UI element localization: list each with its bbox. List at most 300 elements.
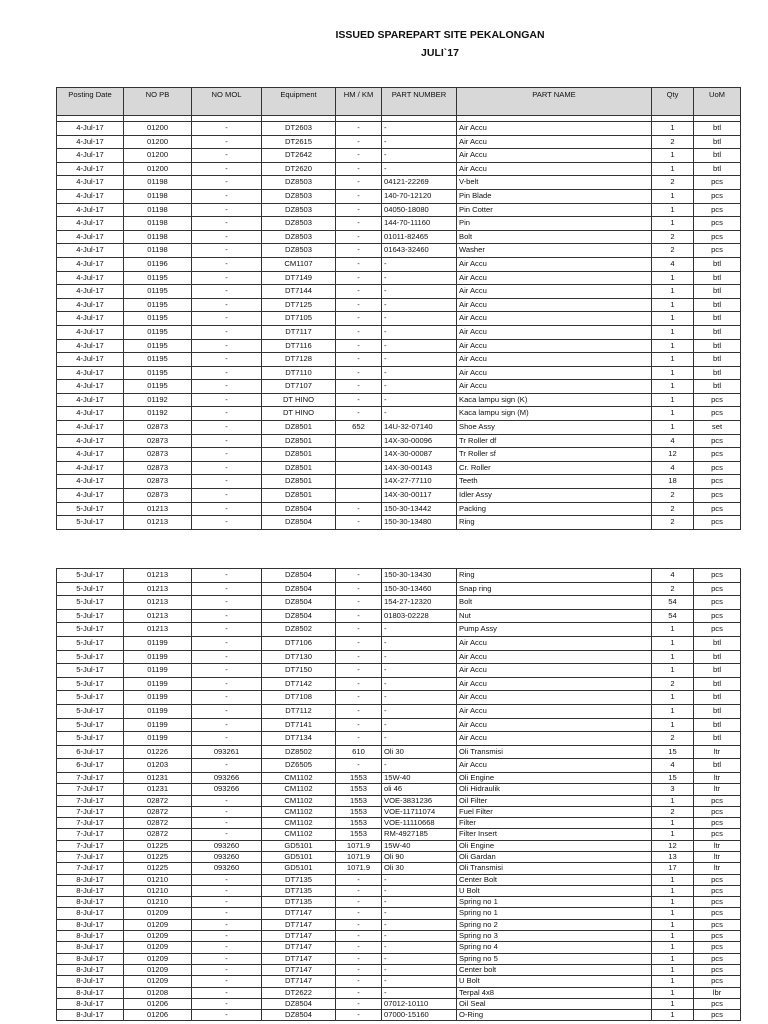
cell-no-pb: 01231 [124,772,192,783]
cell-no-mol: - [192,704,262,718]
cell-hm-km [336,489,382,503]
cell-equipment: DT7108 [262,691,336,705]
cell-posting-date: 7-Jul-17 [57,772,124,783]
table-row [57,691,741,705]
cell-no-mol: - [192,271,262,285]
cell-qty: 1 [652,718,694,732]
cell-equipment: DZ8504 [262,596,336,610]
cell-hm-km: - [336,677,382,691]
cell-no-mol: - [192,942,262,953]
cell-no-pb: 02873 [124,475,192,489]
table-row [57,609,741,623]
cell-part-number: 150-30-13442 [382,502,457,516]
cell-part-number: - [382,285,457,299]
cell-no-mol: - [192,176,262,190]
cell-part-name: Fuel Filter [457,806,652,817]
cell-posting-date: 4-Jul-17 [57,135,124,149]
cell-no-pb: 02873 [124,421,192,435]
cell-posting-date: 4-Jul-17 [57,325,124,339]
cell-no-mol: - [192,285,262,299]
cell-uom: set [694,421,741,435]
table-row [57,987,741,998]
cell-qty: 1 [652,217,694,231]
cell-uom: pcs [694,502,741,516]
cell-hm-km [336,448,382,462]
cell-posting-date: 4-Jul-17 [57,217,124,231]
cell-part-number: - [382,407,457,421]
cell-no-pb: 01195 [124,298,192,312]
cell-no-pb: 02872 [124,795,192,806]
cell-no-pb: 01225 [124,840,192,851]
cell-uom: pcs [694,203,741,217]
table-row [57,806,741,817]
cell-no-mol: - [192,732,262,746]
table-row [57,448,741,462]
cell-part-name: Oli Engine [457,840,652,851]
table-row [57,759,741,773]
cell-part-name: Idler Assy [457,489,652,503]
cell-part-name: Air Accu [457,759,652,773]
cell-part-number: - [382,691,457,705]
cell-no-pb: 02872 [124,818,192,829]
cell-no-mol: - [192,298,262,312]
cell-posting-date: 8-Jul-17 [57,976,124,987]
cell-uom: btl [694,691,741,705]
cell-uom: pcs [694,806,741,817]
cell-equipment: DZ8504 [262,516,336,530]
cell-no-pb: 01195 [124,353,192,367]
cell-equipment: DT7117 [262,325,336,339]
cell-part-name: Air Accu [457,366,652,380]
cell-uom: btl [694,636,741,650]
cell-posting-date: 7-Jul-17 [57,818,124,829]
cell-no-mol: - [192,874,262,885]
table-row [57,998,741,1009]
cell-part-name: Cr. Roller [457,461,652,475]
cell-part-name: Ring [457,516,652,530]
cell-hm-km: - [336,135,382,149]
cell-equipment: DT7144 [262,285,336,299]
cell-hm-km: 1553 [336,795,382,806]
cell-part-number: 150-30-13460 [382,582,457,596]
cell-part-number: - [382,366,457,380]
cell-part-name: Air Accu [457,380,652,394]
cell-part-number: Oli 30 [382,863,457,874]
cell-part-number: - [382,874,457,885]
cell-no-pb: 01198 [124,203,192,217]
cell-no-pb: 01195 [124,285,192,299]
cell-equipment: DT7147 [262,908,336,919]
cell-no-mol: - [192,203,262,217]
cell-hm-km: - [336,596,382,610]
cell-posting-date: 5-Jul-17 [57,516,124,530]
cell-no-mol: - [192,636,262,650]
table-row [57,407,741,421]
cell-part-name: Spring no 1 [457,908,652,919]
cell-qty: 1 [652,976,694,987]
cell-qty: 1 [652,942,694,953]
cell-uom: pcs [694,244,741,258]
table-row [57,162,741,176]
cell-uom: pcs [694,829,741,840]
cell-part-name: Pump Assy [457,623,652,637]
table-row [57,502,741,516]
cell-part-name: Spring no 4 [457,942,652,953]
cell-uom: btl [694,135,741,149]
cell-part-number: 07000-15160 [382,1010,457,1021]
cell-posting-date: 8-Jul-17 [57,942,124,953]
table-row [57,677,741,691]
cell-no-mol: - [192,135,262,149]
cell-no-pb: 01210 [124,874,192,885]
cell-qty: 15 [652,745,694,759]
cell-posting-date: 4-Jul-17 [57,461,124,475]
cell-equipment: DT7147 [262,953,336,964]
cell-equipment: DZ8501 [262,489,336,503]
cell-qty: 2 [652,732,694,746]
cell-part-name: O-Ring [457,1010,652,1021]
cell-equipment: GD5101 [262,863,336,874]
cell-uom: pcs [694,609,741,623]
cell-no-pb: 01198 [124,217,192,231]
cell-qty: 2 [652,806,694,817]
cell-no-mol: - [192,718,262,732]
cell-posting-date: 7-Jul-17 [57,784,124,795]
cell-posting-date: 5-Jul-17 [57,704,124,718]
table-row [57,732,741,746]
cell-uom: pcs [694,475,741,489]
cell-qty: 1 [652,285,694,299]
cell-posting-date: 8-Jul-17 [57,919,124,930]
issued-parts-table-2 [56,568,741,1021]
cell-posting-date: 5-Jul-17 [57,502,124,516]
cell-equipment: DZ6505 [262,759,336,773]
cell-part-number: - [382,942,457,953]
table-row [57,380,741,394]
table-row [57,217,741,231]
cell-equipment: DT7147 [262,976,336,987]
cell-qty: 1 [652,353,694,367]
cell-no-mol: - [192,806,262,817]
cell-part-number: - [382,885,457,896]
table-row [57,135,741,149]
cell-no-mol: - [192,162,262,176]
cell-part-name: Spring no 1 [457,897,652,908]
table-row [57,434,741,448]
cell-no-pb: 01209 [124,942,192,953]
cell-posting-date: 4-Jul-17 [57,380,124,394]
cell-qty: 1 [652,407,694,421]
cell-part-number: 04121-22269 [382,176,457,190]
cell-no-mol: - [192,380,262,394]
cell-qty: 1 [652,691,694,705]
cell-part-name: Air Accu [457,122,652,136]
cell-no-mol: - [192,897,262,908]
cell-uom: btl [694,759,741,773]
cell-no-pb: 01195 [124,339,192,353]
cell-no-pb: 01200 [124,135,192,149]
cell-no-pb: 01196 [124,257,192,271]
cell-qty: 2 [652,502,694,516]
cell-hm-km: - [336,217,382,231]
cell-part-number: 14X-30-00087 [382,448,457,462]
cell-equipment: DZ8503 [262,217,336,231]
cell-no-mol: - [192,339,262,353]
cell-posting-date: 5-Jul-17 [57,569,124,583]
cell-uom: pcs [694,795,741,806]
cell-qty: 1 [652,149,694,163]
table-row [57,718,741,732]
cell-equipment: DT7141 [262,718,336,732]
cell-part-number: - [382,759,457,773]
cell-part-number: 144-70-11160 [382,217,457,231]
col-header-uom: UoM [694,88,741,116]
cell-posting-date: 4-Jul-17 [57,407,124,421]
cell-qty: 1 [652,650,694,664]
cell-no-pb: 01198 [124,230,192,244]
cell-part-number: 04050-18080 [382,203,457,217]
cell-uom: pcs [694,176,741,190]
cell-posting-date: 5-Jul-17 [57,609,124,623]
cell-equipment: DZ8501 [262,434,336,448]
cell-part-number: - [382,919,457,930]
cell-qty: 1 [652,704,694,718]
cell-equipment: DT7149 [262,271,336,285]
cell-part-name: Snap ring [457,582,652,596]
cell-hm-km: - [336,407,382,421]
cell-equipment: DT HINO [262,393,336,407]
table-row [57,897,741,908]
cell-posting-date: 7-Jul-17 [57,829,124,840]
cell-equipment: CM1102 [262,772,336,783]
cell-hm-km: - [336,298,382,312]
cell-qty: 2 [652,244,694,258]
cell-part-number: - [382,677,457,691]
cell-part-name: Oli Transmisi [457,745,652,759]
cell-equipment: DZ8501 [262,461,336,475]
cell-uom: pcs [694,407,741,421]
cell-posting-date: 4-Jul-17 [57,285,124,299]
cell-part-number: - [382,908,457,919]
cell-hm-km [336,434,382,448]
cell-part-name: Oil Filter [457,795,652,806]
cell-part-name: Air Accu [457,664,652,678]
cell-hm-km: - [336,393,382,407]
cell-no-mol: 093261 [192,745,262,759]
cell-qty: 1 [652,162,694,176]
cell-qty: 1 [652,897,694,908]
cell-equipment: DT7135 [262,874,336,885]
cell-qty: 12 [652,840,694,851]
cell-posting-date: 4-Jul-17 [57,271,124,285]
cell-equipment: CM1102 [262,806,336,817]
cell-part-number: 14X-30-00143 [382,461,457,475]
cell-posting-date: 4-Jul-17 [57,189,124,203]
cell-uom: ltr [694,851,741,862]
table-row [57,976,741,987]
cell-hm-km: - [336,953,382,964]
cell-part-number: - [382,664,457,678]
cell-no-mol: - [192,434,262,448]
cell-uom: btl [694,732,741,746]
cell-equipment: DT2622 [262,987,336,998]
cell-hm-km: - [336,366,382,380]
cell-part-number: 14X-30-00096 [382,434,457,448]
cell-part-number: - [382,718,457,732]
cell-no-mol: - [192,353,262,367]
cell-part-name: Air Accu [457,162,652,176]
cell-part-number: 01643-32460 [382,244,457,258]
table-row [57,203,741,217]
cell-no-pb: 01198 [124,244,192,258]
cell-part-name: Spring no 3 [457,931,652,942]
cell-equipment: DT2603 [262,122,336,136]
cell-uom: ltr [694,745,741,759]
cell-no-mol: - [192,953,262,964]
cell-no-mol: - [192,908,262,919]
cell-qty: 12 [652,448,694,462]
cell-uom: pcs [694,919,741,930]
cell-no-mol: - [192,795,262,806]
cell-uom: pcs [694,569,741,583]
cell-uom: pcs [694,1010,741,1021]
cell-part-name: Kaca lampu sign (K) [457,393,652,407]
cell-part-number: - [382,353,457,367]
cell-no-pb: 01198 [124,176,192,190]
cell-part-name: Air Accu [457,325,652,339]
cell-no-mol: - [192,421,262,435]
cell-hm-km: 1553 [336,784,382,795]
cell-uom: btl [694,312,741,326]
cell-hm-km: - [336,976,382,987]
cell-posting-date: 4-Jul-17 [57,203,124,217]
cell-uom: pcs [694,582,741,596]
cell-equipment: DZ8504 [262,569,336,583]
cell-no-pb: 01209 [124,964,192,975]
cell-hm-km: - [336,582,382,596]
cell-equipment: DT7116 [262,339,336,353]
table-row [57,704,741,718]
table-row [57,829,741,840]
cell-equipment: CM1102 [262,829,336,840]
cell-part-number: oli 46 [382,784,457,795]
cell-part-number: - [382,650,457,664]
cell-hm-km: - [336,569,382,583]
cell-hm-km: - [336,636,382,650]
cell-no-pb: 01225 [124,851,192,862]
cell-hm-km: - [336,285,382,299]
cell-posting-date: 8-Jul-17 [57,885,124,896]
table-row [57,964,741,975]
table-row [57,569,741,583]
cell-part-name: Terpal 4x8 [457,987,652,998]
cell-part-name: Oil Seal [457,998,652,1009]
cell-uom: pcs [694,953,741,964]
cell-no-pb: 01203 [124,759,192,773]
cell-no-pb: 01195 [124,312,192,326]
cell-uom: btl [694,677,741,691]
cell-no-pb: 01213 [124,623,192,637]
cell-no-mol: 093260 [192,840,262,851]
cell-equipment: DT7107 [262,380,336,394]
cell-hm-km: - [336,149,382,163]
cell-no-pb: 02873 [124,489,192,503]
table-row [57,421,741,435]
cell-equipment: DZ8502 [262,623,336,637]
cell-uom: ltr [694,784,741,795]
cell-no-mol: - [192,149,262,163]
issued-parts-table-1 [56,87,741,530]
col-header-posting-date: Posting Date [57,88,124,116]
cell-no-mol: - [192,244,262,258]
cell-equipment: DT7130 [262,650,336,664]
cell-posting-date: 4-Jul-17 [57,421,124,435]
cell-qty: 1 [652,623,694,637]
cell-no-mol: 093266 [192,772,262,783]
cell-no-mol: - [192,1010,262,1021]
cell-posting-date: 7-Jul-17 [57,851,124,862]
cell-part-number: 154-27-12320 [382,596,457,610]
cell-posting-date: 4-Jul-17 [57,366,124,380]
cell-qty: 2 [652,176,694,190]
cell-uom: btl [694,162,741,176]
cell-part-number: 15W-40 [382,840,457,851]
table-row [57,908,741,919]
cell-qty: 1 [652,325,694,339]
cell-no-pb: 01195 [124,271,192,285]
cell-uom: ltr [694,772,741,783]
table-row [57,516,741,530]
cell-no-pb: 02872 [124,829,192,840]
cell-equipment: DZ8503 [262,230,336,244]
cell-hm-km: - [336,691,382,705]
cell-posting-date: 4-Jul-17 [57,122,124,136]
cell-part-name: Air Accu [457,312,652,326]
cell-posting-date: 6-Jul-17 [57,745,124,759]
cell-no-pb: 01206 [124,998,192,1009]
cell-uom: pcs [694,942,741,953]
cell-part-number: - [382,636,457,650]
cell-no-pb: 01192 [124,407,192,421]
cell-no-pb: 01209 [124,908,192,919]
cell-part-name: Pin Blade [457,189,652,203]
cell-equipment: DT7150 [262,664,336,678]
cell-no-pb: 01210 [124,885,192,896]
cell-part-number: - [382,298,457,312]
cell-part-name: Packing [457,502,652,516]
cell-no-pb: 01200 [124,149,192,163]
cell-posting-date: 4-Jul-17 [57,298,124,312]
table-row [57,149,741,163]
cell-no-pb: 02872 [124,806,192,817]
table-row [57,874,741,885]
cell-hm-km [336,461,382,475]
cell-no-pb: 01213 [124,569,192,583]
cell-posting-date: 6-Jul-17 [57,759,124,773]
cell-hm-km: - [336,325,382,339]
cell-part-name: Air Accu [457,271,652,285]
table-row [57,312,741,326]
cell-uom: btl [694,380,741,394]
cell-posting-date: 5-Jul-17 [57,650,124,664]
cell-hm-km: - [336,931,382,942]
cell-part-name: Spring no 2 [457,919,652,930]
table-row [57,122,741,136]
cell-no-pb: 01213 [124,582,192,596]
cell-hm-km: - [336,380,382,394]
cell-no-pb: 01200 [124,122,192,136]
cell-posting-date: 7-Jul-17 [57,863,124,874]
